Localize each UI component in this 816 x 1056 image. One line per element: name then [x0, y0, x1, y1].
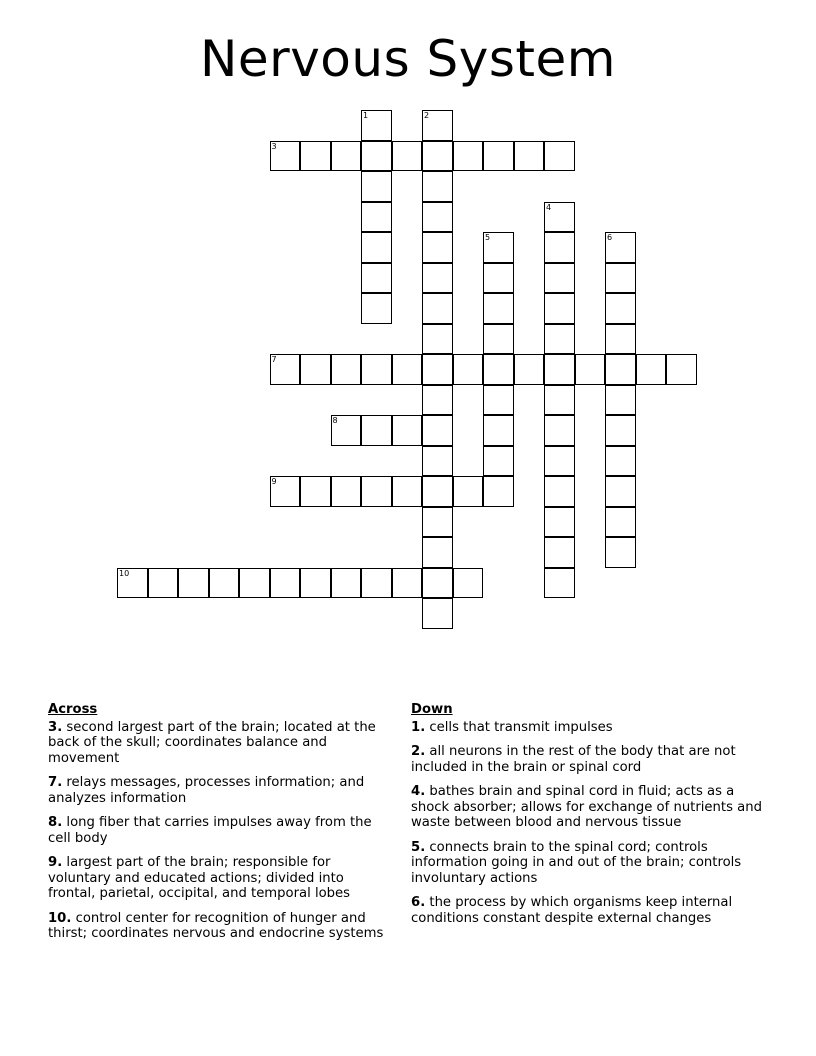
clue-number: 1 [411, 719, 421, 735]
grid-cell[interactable] [605, 446, 636, 477]
grid-cell[interactable] [483, 293, 514, 324]
across-clue-list [48, 720, 393, 942]
grid-cell[interactable] [453, 568, 484, 599]
across-clue [48, 720, 393, 767]
grid-cell[interactable] [331, 141, 362, 172]
grid-cell[interactable] [300, 476, 331, 507]
grid-cell[interactable] [422, 568, 453, 599]
grid-cell[interactable] [361, 293, 392, 324]
cell-number: 6 [607, 233, 613, 242]
grid-cell[interactable] [422, 232, 453, 263]
grid-cell[interactable] [422, 507, 453, 538]
grid-cell[interactable] [544, 232, 575, 263]
grid-cell[interactable] [392, 415, 423, 446]
grid-cell[interactable] [605, 324, 636, 355]
grid-cell[interactable] [361, 354, 392, 385]
clue-text: the process by which organisms keep internal conditions constant despite external changes [411, 895, 733, 926]
down-clue [411, 744, 771, 775]
grid-cell[interactable] [544, 568, 575, 599]
clue-number-dot: . [420, 744, 426, 759]
grid-cell[interactable] [361, 202, 392, 233]
cell-number: 8 [332, 416, 338, 425]
clue-number-dot: . [420, 839, 426, 855]
grid-cell[interactable] [605, 385, 636, 416]
grid-cell[interactable] [544, 324, 575, 355]
grid-cell[interactable] [392, 141, 423, 172]
grid-cell[interactable] [636, 354, 667, 385]
grid-cell[interactable] [605, 537, 636, 568]
across-clue [48, 855, 393, 902]
grid-cell[interactable] [544, 263, 575, 294]
grid-cell[interactable] [300, 568, 331, 599]
cell-number: 4 [546, 202, 552, 212]
cell-number: 2 [424, 111, 430, 120]
grid-cell[interactable] [544, 385, 575, 416]
grid-cell[interactable] [544, 293, 575, 324]
grid-cell[interactable] [422, 385, 453, 416]
grid-cell[interactable] [422, 141, 453, 172]
across-clue [48, 911, 393, 942]
grid-cell[interactable] [361, 568, 392, 599]
clue-number-dot: . [420, 784, 426, 799]
grid-cell[interactable] [361, 232, 392, 263]
grid-cell[interactable] [422, 537, 453, 568]
grid-cell[interactable] [422, 598, 453, 629]
clue-number: 10 [48, 910, 67, 926]
clue-number-dot: . [57, 775, 63, 790]
clue-number-dot: . [57, 719, 63, 735]
grid-cell[interactable] [544, 446, 575, 477]
grid-cell[interactable] [300, 354, 331, 385]
grid-cell[interactable] [483, 446, 514, 477]
across-heading: Across [48, 702, 98, 717]
grid-cell[interactable] [544, 415, 575, 446]
grid-cell[interactable] [483, 354, 514, 385]
cell-number: 3 [271, 141, 277, 151]
clue-number-dot: . [57, 815, 63, 830]
grid-cell[interactable] [392, 354, 423, 385]
clue-number-dot: . [420, 895, 426, 910]
clue-text: long fiber that carries impulses away from the cell body [48, 815, 372, 846]
cell-number: 5 [485, 233, 491, 242]
grid-cell[interactable] [544, 507, 575, 538]
grid-cell[interactable] [392, 568, 423, 599]
clue-number: 4 [411, 784, 421, 799]
grid-cell[interactable] [605, 354, 636, 385]
grid-cell[interactable] [300, 141, 331, 172]
grid-cell[interactable] [422, 202, 453, 233]
grid-cell[interactable] [422, 171, 453, 202]
grid-cell[interactable] [422, 476, 453, 507]
clue-number: 7 [48, 775, 58, 790]
grid-cell[interactable] [422, 354, 453, 385]
grid-cell[interactable] [422, 446, 453, 477]
grid-cell[interactable] [361, 141, 392, 172]
grid-cell[interactable] [453, 354, 484, 385]
clue-number: 5 [411, 839, 421, 855]
grid-cell[interactable] [605, 263, 636, 294]
puzzle-title: Nervous System [200, 30, 616, 88]
grid-cell[interactable] [331, 568, 362, 599]
grid-cell[interactable] [544, 141, 575, 172]
grid-cell[interactable] [148, 568, 179, 599]
grid-cell[interactable] [605, 507, 636, 538]
clue-text: second largest part of the brain; located at the back of the skull; coordinates balance and movement [48, 719, 376, 766]
clue-text: control center for recognition of hunger and thirst; coordinates nervous and endocrine systems [48, 910, 384, 941]
down-heading: Down [411, 702, 453, 717]
down-clue [411, 784, 771, 831]
down-clues [411, 702, 771, 935]
across-clue [48, 815, 393, 846]
cell-number: 9 [271, 477, 277, 486]
grid-cell[interactable] [361, 263, 392, 294]
grid-cell[interactable] [453, 476, 484, 507]
grid-cell[interactable] [514, 354, 545, 385]
grid-cell[interactable] [239, 568, 270, 599]
grid-cell[interactable] [422, 324, 453, 355]
grid-cell[interactable] [483, 476, 514, 507]
grid-cell[interactable] [453, 141, 484, 172]
clue-text: cells that transmit impulses [429, 719, 613, 735]
clue-number-dot: . [57, 855, 63, 870]
grid-cell[interactable] [422, 293, 453, 324]
clue-number-dot: . [420, 719, 426, 735]
clue-text: all neurons in the rest of the body that are not included in the brain or spinal cord [411, 744, 736, 775]
clue-number: 9 [48, 855, 58, 870]
grid-cell[interactable] [361, 415, 392, 446]
grid-cell[interactable] [483, 415, 514, 446]
down-clue [411, 895, 771, 926]
down-clue [411, 840, 771, 887]
cell-number: 1 [363, 111, 369, 120]
grid-cell[interactable] [331, 476, 362, 507]
grid-cell[interactable] [605, 476, 636, 507]
grid-cell[interactable] [331, 354, 362, 385]
clue-number: 8 [48, 815, 58, 830]
clue-text: largest part of the brain; responsible for voluntary and educated actions; divided into frontal, parietal, occipital, and temporal lobes [48, 855, 351, 901]
clue-number-dot: . [66, 910, 72, 926]
grid-cell[interactable] [575, 354, 606, 385]
grid-cell[interactable] [209, 568, 240, 599]
grid-cell[interactable] [544, 537, 575, 568]
grid-cell[interactable] [514, 141, 545, 172]
grid-cell[interactable] [544, 476, 575, 507]
grid-cell[interactable] [605, 293, 636, 324]
cell-number: 10 [119, 568, 130, 578]
grid-cell[interactable] [666, 354, 697, 385]
down-clue [411, 720, 771, 736]
clue-text: relays messages, processes information; and analyzes information [48, 775, 365, 806]
across-clue [48, 775, 393, 806]
grid-cell[interactable] [483, 141, 514, 172]
grid-cell[interactable] [483, 324, 514, 355]
across-clues [48, 702, 393, 951]
clue-number: 6 [411, 895, 421, 910]
grid-cell[interactable] [544, 354, 575, 385]
down-clue-list [411, 720, 771, 927]
grid-cell[interactable] [178, 568, 209, 599]
grid-cell[interactable] [605, 415, 636, 446]
grid-cell[interactable] [392, 476, 423, 507]
clue-text: bathes brain and spinal cord in fluid; acts as a shock absorber; allows for exchange of nutrients and waste between blood and nervous tissue [411, 784, 762, 830]
grid-cell[interactable] [270, 568, 301, 599]
grid-cell[interactable] [483, 263, 514, 294]
grid-cell[interactable] [483, 385, 514, 416]
grid-cell[interactable] [422, 263, 453, 294]
clue-text: connects brain to the spinal cord; controls information going in and out of the brain; controls involuntary actions [411, 839, 742, 886]
grid-cell[interactable] [361, 476, 392, 507]
clue-number: 3 [48, 719, 58, 735]
cell-number: 7 [271, 355, 277, 364]
grid-cell[interactable] [361, 171, 392, 202]
clue-number: 2 [411, 744, 421, 759]
grid-cell[interactable] [422, 415, 453, 446]
